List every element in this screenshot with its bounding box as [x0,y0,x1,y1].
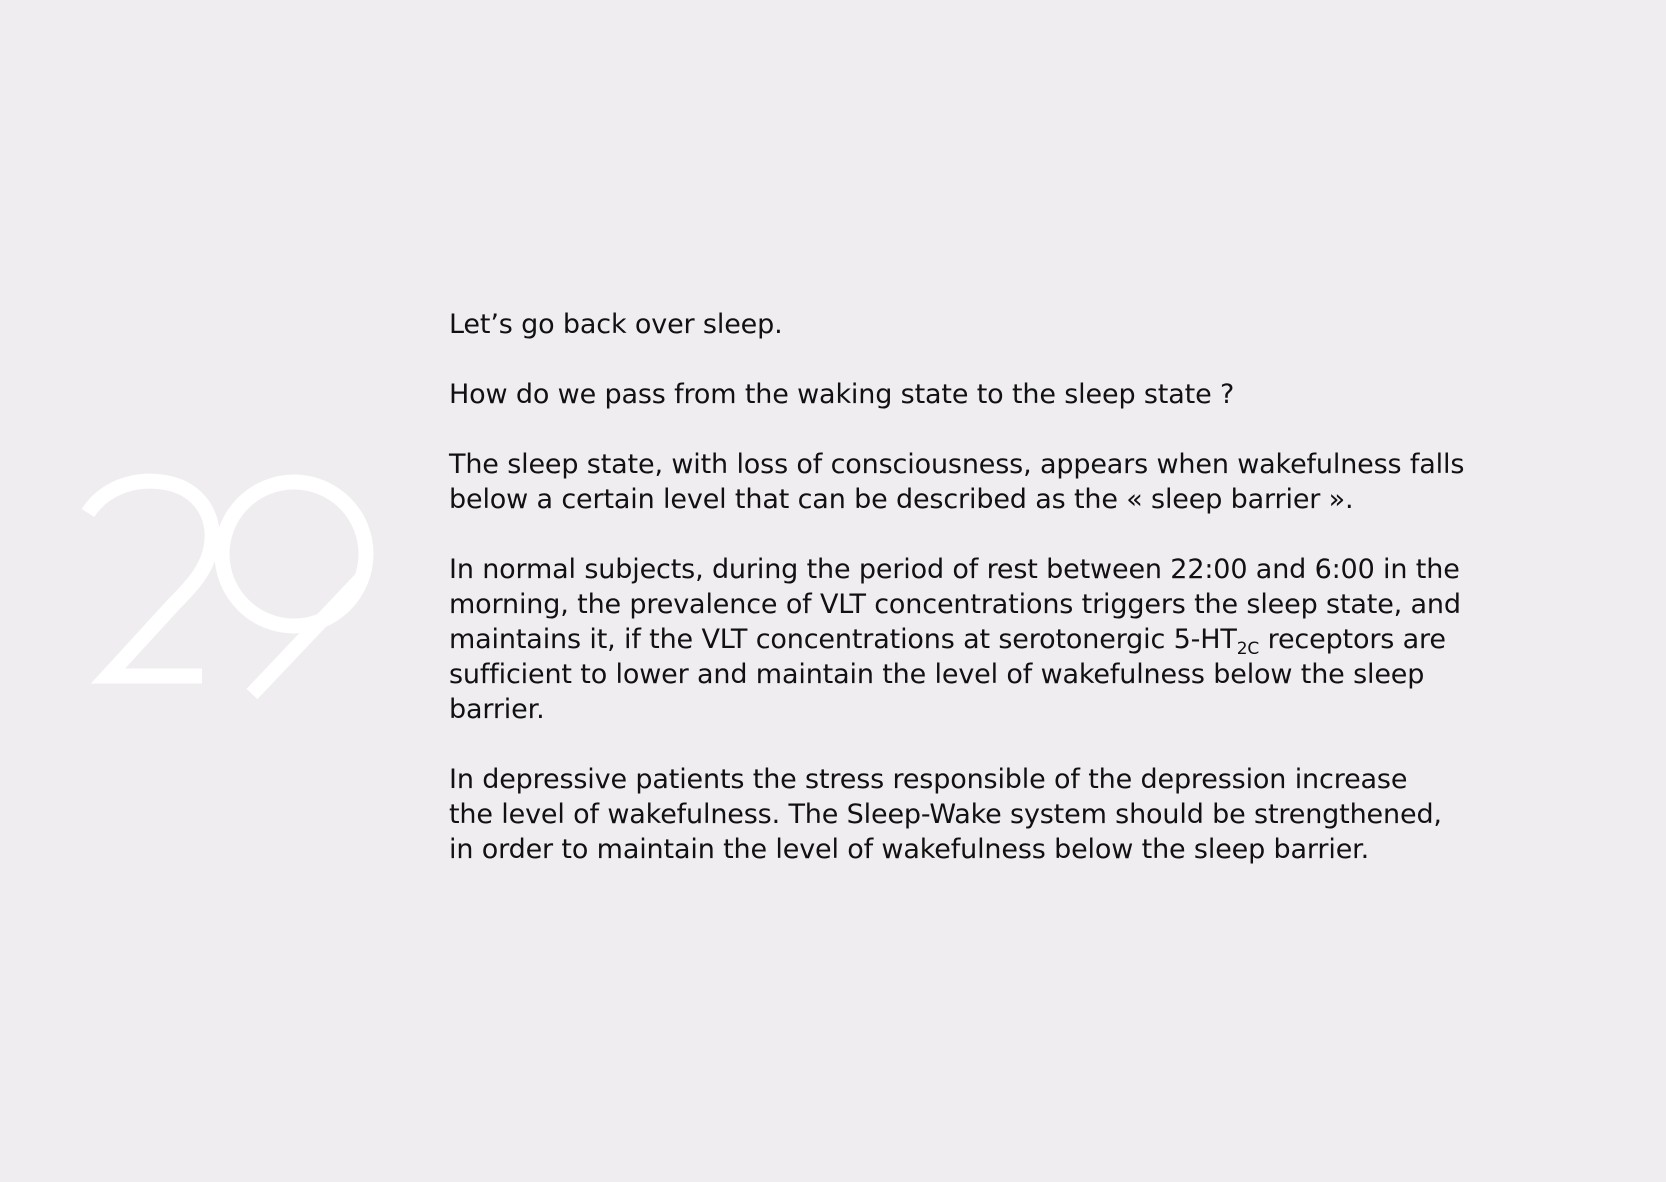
paragraph-depressive-patients [449,762,1529,867]
text-line: the level of wakefulness. The Sleep-Wake system should be strengthened, [449,799,1442,830]
text-line: barrier. [449,694,545,725]
text-fragment: maintains it, if the VLT concentrations at serotonergic 5-HT [449,624,1237,655]
receptor-subscript: 2C [1236,639,1260,659]
page-number-digit-9-tail [252,580,360,694]
page-number [62,470,382,710]
text-line: in order to maintain the level of wakefulness below the sleep barrier. [449,834,1370,865]
text-fragment: receptors are [1259,624,1446,655]
paragraph-intro [449,307,1529,342]
page-number-digit-2 [88,481,212,676]
text-line: How do we pass from the waking state to the sleep state ? [449,379,1235,410]
paragraph-sleep-barrier [449,447,1529,517]
text-line-with-subscript [449,622,1529,657]
paragraph-normal-subjects [449,552,1529,727]
text-line: In depressive patients the stress responsible of the depression increase [449,764,1408,795]
paragraph-question [449,377,1529,412]
body-text [449,307,1529,867]
text-line: The sleep state, with loss of consciousness, appears when wakefulness falls [449,449,1465,480]
text-line: below a certain level that can be described as the « sleep barrier ». [449,484,1354,515]
text-line: Let’s go back over sleep. [449,309,783,340]
page-number-graphic [62,470,382,710]
text-line: morning, the prevalence of VLT concentrations triggers the sleep state, and [449,589,1461,620]
text-line: sufficient to lower and maintain the level of wakefulness below the sleep [449,659,1425,690]
text-line: In normal subjects, during the period of rest between 22:00 and 6:00 in the [449,554,1460,585]
